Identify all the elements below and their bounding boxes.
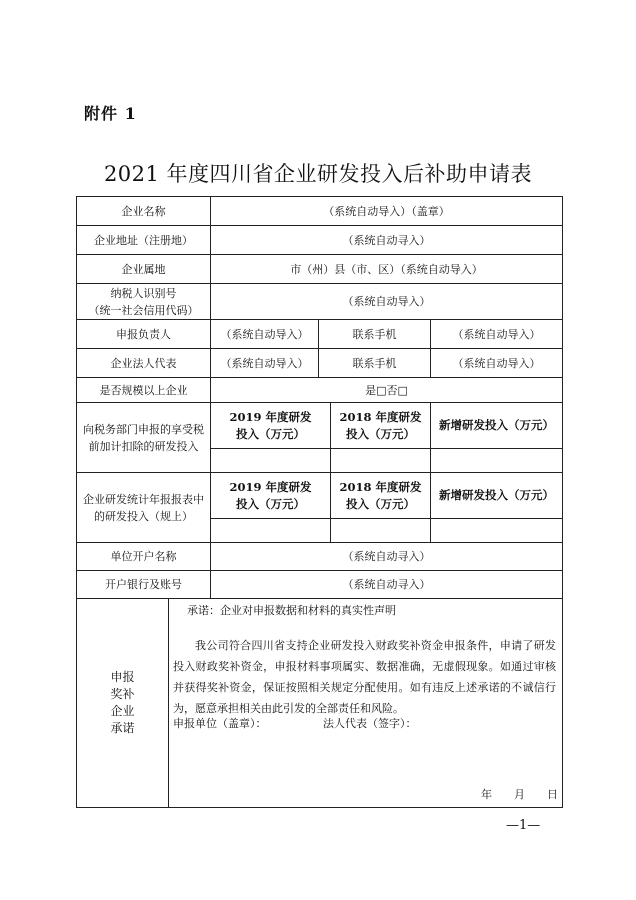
stat-rd-2018-value[interactable] bbox=[331, 519, 431, 543]
pledge-label-line1: 申报 bbox=[110, 670, 135, 684]
stat-rd-col-2018 bbox=[331, 473, 431, 519]
row-pledge bbox=[77, 599, 563, 808]
applicant-contact-value: （系统自动导入） bbox=[431, 320, 563, 349]
tax-rd-col-2019-line1: 2019 年度研发 bbox=[229, 409, 312, 424]
stat-rd-col-2018-line1: 2018 年度研发 bbox=[339, 479, 422, 494]
company-address-label: 企业地址（注册地） bbox=[77, 226, 211, 255]
company-locality-label: 企业属地 bbox=[77, 255, 211, 284]
pledge-label-line4: 承诺 bbox=[110, 721, 135, 735]
tax-rd-col-2018-line1: 2018 年度研发 bbox=[339, 409, 422, 424]
legal-rep-label: 企业法人代表 bbox=[77, 349, 211, 378]
row-tax-rd-header bbox=[77, 403, 563, 449]
company-locality-value: 市（州）县（市、区）（系统自动导入） bbox=[211, 255, 563, 284]
pledge-sign-legal: 法人代表（签字）： bbox=[323, 717, 417, 730]
tax-rd-label-line1: 向税务部门申报的享受税 bbox=[83, 422, 204, 436]
row-bank-and-number bbox=[77, 571, 563, 599]
bank-account-name-value: （系统自动寻入） bbox=[211, 543, 563, 571]
pledge-body: 我公司符合四川省支持企业研发投入财政奖补资金申报条件，申请了研发投入财政奖补资金，申报材料事项属实、数据准确，无虚假现象。如通过审核并获得奖补资金，保证按照相关规定分配使用。如有违反上述承诺的不诚信行为，愿意承担相关由此引发的全部责任和风险。 bbox=[173, 639, 556, 715]
stat-rd-label-line1: 企业研发统计年报报表中 bbox=[83, 492, 204, 506]
pledge-title: 承诺：企业对申报数据和材料的真实性声明 bbox=[187, 604, 396, 617]
stat-rd-2019-value[interactable] bbox=[211, 519, 331, 543]
tax-rd-new-value[interactable] bbox=[431, 449, 563, 473]
taxpayer-id-value: （系统自动导入） bbox=[211, 284, 563, 320]
stat-rd-label-line2: 的研发投入（规上） bbox=[94, 509, 193, 523]
company-name-label: 企业名称 bbox=[77, 197, 211, 226]
tax-rd-label-line2: 前加计扣除的研发投入 bbox=[88, 439, 199, 453]
applicant-value: （系统自动导入） bbox=[211, 320, 319, 349]
bank-and-number-value: （系统自动寻入） bbox=[211, 571, 563, 599]
applicant-contact-label: 联系手机 bbox=[319, 320, 431, 349]
row-above-scale bbox=[77, 378, 563, 403]
bank-account-name-label: 单位开户名称 bbox=[77, 543, 211, 571]
bank-and-number-label: 开户银行及账号 bbox=[77, 571, 211, 599]
row-company-address bbox=[77, 226, 563, 255]
row-applicant bbox=[77, 320, 563, 349]
above-scale-value: 是□否□ bbox=[211, 378, 563, 403]
row-stat-rd-header bbox=[77, 473, 563, 519]
company-address-value: （系统自动寻入） bbox=[211, 226, 563, 255]
pledge-label-line3: 企业 bbox=[110, 704, 135, 718]
tax-rd-col-2018-line2: 投入（万元） bbox=[346, 426, 415, 441]
taxpayer-id-label-line1: 纳税人识别号 bbox=[110, 286, 177, 300]
pledge-label-line2: 奖补 bbox=[110, 687, 135, 701]
page-number: —1— bbox=[506, 818, 541, 833]
tax-rd-col-2019-line2: 投入（万元） bbox=[236, 426, 305, 441]
pledge-sign-unit: 申报单位（盖章）： bbox=[173, 717, 267, 730]
stat-rd-col-new: 新增研发投入（万元） bbox=[431, 473, 563, 519]
tax-rd-label bbox=[77, 403, 211, 473]
legal-rep-contact-value: （系统自动导入） bbox=[431, 349, 563, 378]
stat-rd-new-value[interactable] bbox=[431, 519, 563, 543]
stat-rd-col-2019-line2: 投入（万元） bbox=[236, 496, 305, 511]
above-scale-label: 是否规模以上企业 bbox=[77, 378, 211, 403]
tax-rd-col-2019 bbox=[211, 403, 331, 449]
tax-rd-col-2018 bbox=[331, 403, 431, 449]
form-title: 2021 年度四川省企业研发投入后补助申请表 bbox=[103, 162, 533, 186]
stat-rd-col-2019-line1: 2019 年度研发 bbox=[229, 479, 312, 494]
row-taxpayer-id bbox=[77, 284, 563, 320]
applicant-label: 申报负责人 bbox=[77, 320, 211, 349]
company-name-value: （系统自动导入）（盖章） bbox=[211, 197, 563, 226]
row-company-name bbox=[77, 197, 563, 226]
legal-rep-value: （系统自动导入） bbox=[211, 349, 319, 378]
stat-rd-label bbox=[77, 473, 211, 543]
taxpayer-id-label-line2: （统一社会信用代码） bbox=[88, 303, 199, 317]
pledge-date: 年 月 日 bbox=[481, 788, 558, 801]
taxpayer-id-label bbox=[77, 284, 211, 320]
stat-rd-col-2018-line2: 投入（万元） bbox=[346, 496, 415, 511]
legal-rep-contact-label: 联系手机 bbox=[319, 349, 431, 378]
stat-rd-col-2019 bbox=[211, 473, 331, 519]
tax-rd-col-new: 新增研发投入（万元） bbox=[431, 403, 563, 449]
tax-rd-2018-value[interactable] bbox=[331, 449, 431, 473]
attachment-label: 附件 1 bbox=[84, 104, 137, 123]
tax-rd-2019-value[interactable] bbox=[211, 449, 331, 473]
row-bank-account-name bbox=[77, 543, 563, 571]
row-legal-rep bbox=[77, 349, 563, 378]
pledge-content bbox=[169, 599, 563, 808]
pledge-label bbox=[77, 599, 169, 808]
row-company-locality bbox=[77, 255, 563, 284]
application-form-table bbox=[76, 196, 563, 808]
